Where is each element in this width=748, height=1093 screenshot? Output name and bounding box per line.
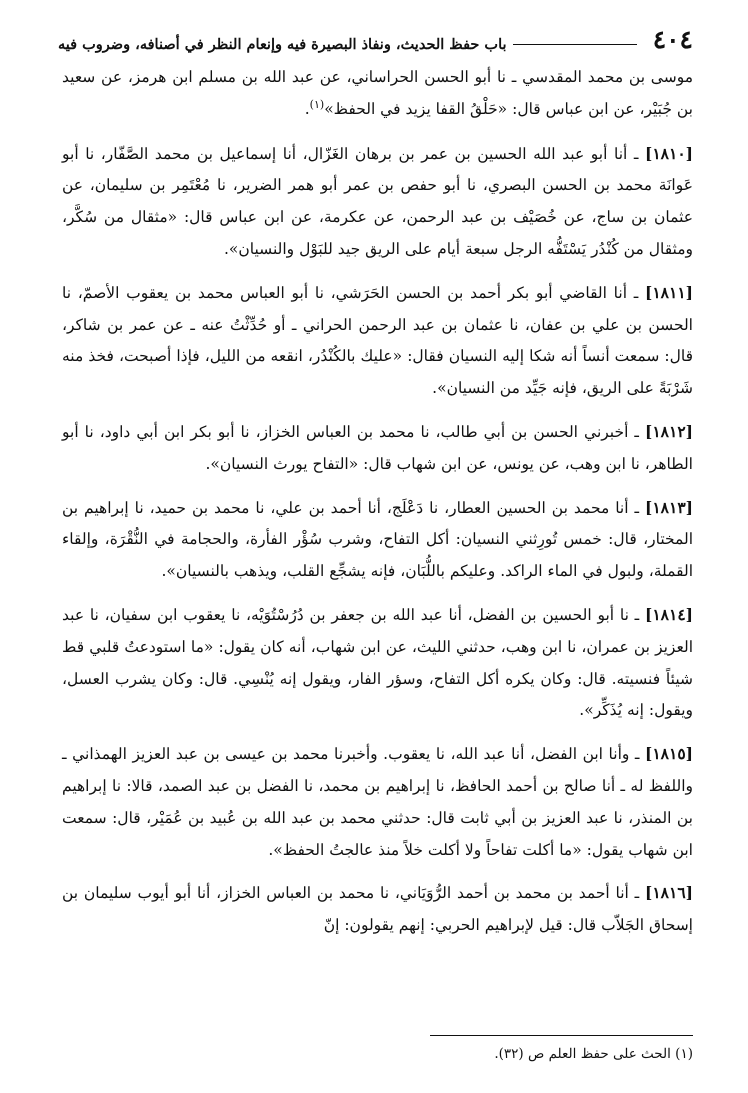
paragraph-text: موسى بن محمد المقدسي ـ نا أبو الحسن الحراساني، عن عبد الله بن مسلم ابن هرمز، عن سعيد بن جُبَيْر، عن ابن عباس قال: «حَلْقُ القفا يزيد في الحفظ» [62,68,693,118]
paragraph-1815 [62,738,693,866]
hadith-number: [١٨١٤] [645,604,693,624]
page-number: ٤٠٤ [652,25,693,54]
paragraph-text: ـ أخبرني الحسن بن أبي طالب، نا محمد بن العباس الخزاز، نا أبو بكر ابن أبي داود، نا أبو الطاهر، نا ابن وهب، عن يونس، عن ابن شهاب قال: «التفاح يورث النسيان». [62,422,693,473]
hadith-number: [١٨١١] [645,282,693,302]
page-header [58,20,693,52]
hadith-number: [١٨١٣] [645,497,693,517]
paragraph-1812 [62,416,693,481]
paragraph-text: ـ نا أبو الحسين بن الفضل، أنا عبد الله بن جعفر بن دُرُسْتُوَيْه، نا يعقوب ابن سفيان، نا عبد العزيز بن عمران، نا ابن وهب، حدثني الليث، عن ابن شهاب، أنه كان يقول: «ما استودعتُ قلبي قط شيئاً فنسيته. قال: وكان يكره أكل التفاح، وسؤر الفار، ويقول إنه يُنْسِي. قال: وكان يشرب العسل، ويقول: إنه يُذَكِّر». [62,605,693,720]
paragraph-1814 [62,599,693,727]
footnote-marker: (١) [309,97,325,111]
paragraph-trailing: . [304,99,310,118]
hadith-number: [١٨١٥] [645,744,693,764]
running-title: باب حفظ الحديث، ونفاذ البصيرة فيه وإنعام النظر في أصنافه، وضروب فيه [58,35,507,53]
paragraph-1810 [62,138,693,266]
hadith-number: [١٨١٦] [645,883,693,903]
body-text [62,62,693,953]
header-rule [513,44,637,45]
paragraph-1816 [62,877,693,942]
paragraph-text: ـ أنا القاضي أبو بكر أحمد بن الحسن الحَرَشي، نا أبو العباس محمد بن يعقوب الأصمّ، نا الحسن بن علي بن عفان، نا عثمان بن عبد الرحمن الحراني ـ أو حُدِّثْتُ عنه ـ عن عمر بن شاكر، قال: سمعت أنساً أنه شكا إليه النسيان فقال: «عليك بالكُنْدُر، انقعه من الليل، فإذا أصبحت، فخذ منه شَرْبَةً على الريق، فإنه جَيِّد من النسيان». [62,283,693,398]
hadith-number: [١٨١٢] [645,421,693,441]
paragraph-text: ـ أنا أحمد بن محمد بن أحمد الرُّوَيَاني، نا محمد بن العباس الخزاز، أنا أبو أيوب سليمان بن إسحاق الجَلاّب قال: قيل لإبراهيم الحربي: إنهم يقولون: إنّ [62,884,693,935]
paragraph-1811 [62,277,693,405]
footnote: (١) الحث على حفظ العلم ص (٣٢). [494,1046,693,1062]
footnote-rule [430,1035,693,1036]
hadith-number: [١٨١٠] [645,143,693,163]
paragraph-text: ـ أنا محمد بن الحسين العطار، نا دَعْلَج، أنا أحمد بن علي، نا محمد بن حميد، نا إبراهيم بن المختار، قال: خمس تُورِثني النسيان: أكل التفاح، وشرب سُؤْر الفأرة، والحجامة في النُّقْرَة، وإلقاء القملة، ولبول في الماء الراكد. وعليكم باللُّبَان، فإنه يشجِّع القلب، ويذهب بالنسيان». [62,498,693,581]
paragraph-continuation [62,62,693,126]
paragraph-1813 [62,492,693,588]
paragraph-text: ـ أنا أبو عبد الله الحسين بن عمر بن برهان الغَزّال، أنا إسماعيل بن محمد الصَّفّار، نا أبو عَوانَة محمد بن الحسن البصري، نا أبو حفص بن عمر أبو همر الضرير، نا مُعْتَمِر بن سليمان، عن عثمان بن ساج، عن خُصَيْف بن عبد الرحمن، عن عكرمة، عن ابن عباس قال: «مثقال من سُكَّر، ومثقال من كُنْدُر يَسْتَفُّه الرجل سبعة أيام على الريق جيد للبَوْل والنسيان». [62,144,693,258]
paragraph-text: ـ وأنا ابن الفضل، أنا عبد الله، نا يعقوب. وأخبرنا محمد بن عيسى بن عبد العزيز الهمذاني ـ واللفظ له ـ أنا صالح بن أحمد الحافظ، نا إبراهيم بن محمد، نا الفضل بن عبد الصمد، قالا: نا إبراهيم بن المنذر، نا عبد العزيز بن أبي ثابت قال: حدثني محمد بن عبد الله بن عُبيد بن عُمَيْر، قال: سمعت ابن شهاب يقول: «ما أكلت تفاحاً ولا أكلت خلاً منذ عالجتُ الحفظ». [62,745,693,859]
